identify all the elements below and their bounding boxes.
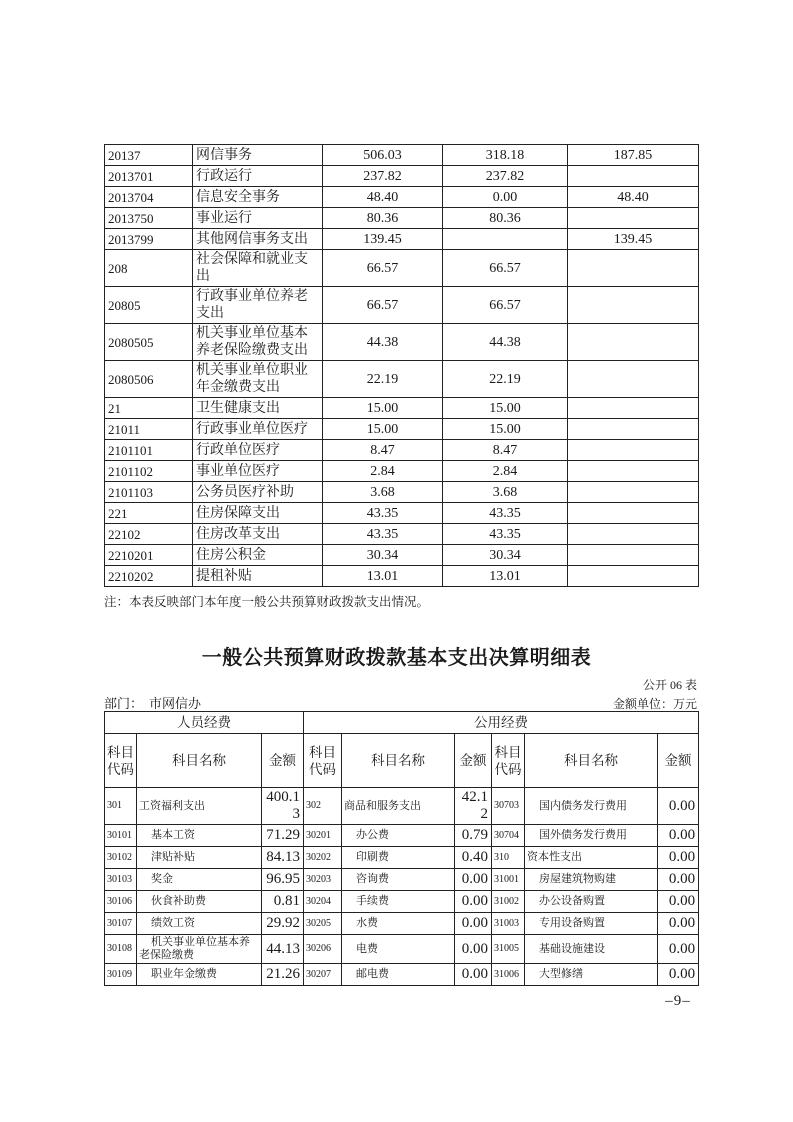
subject-name-cell: 行政事业单位养老支出 [193, 287, 323, 324]
public-code-cell-2: 30703 [492, 788, 525, 825]
table-row [105, 229, 699, 250]
amount-cell-3 [568, 250, 699, 287]
subject-name-cell: 住房保障支出 [193, 503, 323, 524]
public-code-cell: 30204 [304, 891, 342, 913]
amount-cell-3: 139.45 [568, 229, 699, 250]
public-code-cell: 302 [304, 788, 342, 825]
amount-cell-1: 8.47 [323, 440, 443, 461]
public-name-cell: 邮电费 [342, 964, 455, 986]
table-row [105, 145, 699, 166]
amount-cell-2: 80.36 [443, 208, 568, 229]
subject-name-cell: 卫生健康支出 [193, 398, 323, 419]
page-number: –9– [665, 993, 691, 1009]
public-code-cell-2: 31005 [492, 935, 525, 964]
personnel-name-cell: 基本工资 [137, 825, 262, 847]
personnel-code-cell: 30107 [105, 913, 137, 935]
personnel-amount-cell: 400.13 [262, 788, 304, 825]
public-name-cell: 商品和服务支出 [342, 788, 455, 825]
amount-cell-1: 3.68 [323, 482, 443, 503]
amount-cell-3 [568, 324, 699, 361]
detail-table-row [105, 825, 699, 847]
public-code-cell: 30201 [304, 825, 342, 847]
basic-expenditure-detail-table [104, 711, 699, 986]
amount-cell-1: 43.35 [323, 503, 443, 524]
personnel-code-cell: 301 [105, 788, 137, 825]
personnel-amount-cell: 96.95 [262, 869, 304, 891]
public-name-cell: 手续费 [342, 891, 455, 913]
subject-name-cell: 公务员医疗补助 [193, 482, 323, 503]
amount-cell-3 [568, 287, 699, 324]
amount-cell-2: 66.57 [443, 250, 568, 287]
amount-cell-3 [568, 524, 699, 545]
subject-code-cell: 2101101 [105, 440, 193, 461]
amount-cell-3 [568, 503, 699, 524]
public-name-cell-2: 大型修缮 [525, 964, 658, 986]
subject-code-header: 科目代码 [492, 734, 525, 788]
amount-cell-2: 43.35 [443, 503, 568, 524]
subject-name-cell: 信息安全事务 [193, 187, 323, 208]
table-code-label: 公开 06 表 [642, 678, 697, 692]
table-row [105, 187, 699, 208]
amount-cell-1: 80.36 [323, 208, 443, 229]
public-code-cell: 30205 [304, 913, 342, 935]
public-code-cell: 30202 [304, 847, 342, 869]
subject-code-cell: 2101103 [105, 482, 193, 503]
amount-cell-2: 15.00 [443, 419, 568, 440]
public-amount-cell-2: 0.00 [658, 847, 699, 869]
table-row [105, 440, 699, 461]
table-row [105, 524, 699, 545]
subject-name-header: 科目名称 [137, 734, 262, 788]
table-row [105, 361, 699, 398]
public-code-cell: 30207 [304, 964, 342, 986]
table-row [105, 419, 699, 440]
public-amount-cell: 0.00 [455, 964, 492, 986]
amount-cell-1: 66.57 [323, 250, 443, 287]
table-row [105, 503, 699, 524]
amount-unit-label: 金额单位：万元 [612, 697, 697, 711]
table-row [105, 482, 699, 503]
subject-name-cell: 住房改革支出 [193, 524, 323, 545]
group-header-row [105, 712, 699, 734]
personnel-amount-cell: 44.13 [262, 935, 304, 964]
detail-table-row [105, 913, 699, 935]
public-code-cell-2: 30704 [492, 825, 525, 847]
amount-cell-3 [568, 419, 699, 440]
table-row [105, 566, 699, 587]
public-name-cell-2: 国外债务发行费用 [525, 825, 658, 847]
personnel-amount-cell: 21.26 [262, 964, 304, 986]
amount-cell-3: 187.85 [568, 145, 699, 166]
detail-table-row [105, 788, 699, 825]
department-field [104, 693, 201, 712]
page-title: 一般公共预算财政拨款基本支出决算明细表 [201, 647, 592, 669]
table-row [105, 461, 699, 482]
public-code-cell-2: 31002 [492, 891, 525, 913]
public-amount-cell: 0.40 [455, 847, 492, 869]
public-name-cell: 水费 [342, 913, 455, 935]
amount-cell-3 [568, 166, 699, 187]
amount-cell-2 [443, 229, 568, 250]
amount-cell-3 [568, 482, 699, 503]
detail-table-row [105, 891, 699, 913]
amount-cell-3 [568, 461, 699, 482]
public-amount-cell: 0.00 [455, 935, 492, 964]
subject-name-cell: 网信事务 [193, 145, 323, 166]
personnel-name-cell: 津贴补贴 [137, 847, 262, 869]
amount-cell-1: 13.01 [323, 566, 443, 587]
table-row [105, 287, 699, 324]
public-name-cell-2: 房屋建筑物购建 [525, 869, 658, 891]
public-amount-cell-2: 0.00 [658, 964, 699, 986]
amount-cell-2: 0.00 [443, 187, 568, 208]
detail-table-row [105, 869, 699, 891]
subject-name-cell: 机关事业单位基本养老保险缴费支出 [193, 324, 323, 361]
amount-cell-3 [568, 566, 699, 587]
amount-cell-3: 48.40 [568, 187, 699, 208]
public-code-cell: 30203 [304, 869, 342, 891]
amount-cell-1: 15.00 [323, 419, 443, 440]
subject-code-cell: 2013799 [105, 229, 193, 250]
personnel-code-cell: 30109 [105, 964, 137, 986]
amount-cell-2: 30.34 [443, 545, 568, 566]
public-code-cell-2: 31003 [492, 913, 525, 935]
table-row [105, 545, 699, 566]
public-amount-cell-2: 0.00 [658, 788, 699, 825]
subject-name-cell: 事业单位医疗 [193, 461, 323, 482]
table-meta-row [104, 693, 697, 712]
amount-cell-2: 22.19 [443, 361, 568, 398]
subject-code-cell: 2013704 [105, 187, 193, 208]
table-row [105, 324, 699, 361]
personnel-name-cell: 绩效工资 [137, 913, 262, 935]
personnel-name-cell: 职业年金缴费 [137, 964, 262, 986]
subject-name-cell: 行政运行 [193, 166, 323, 187]
detail-table-row [105, 847, 699, 869]
subject-name-cell: 社会保障和就业支出 [193, 250, 323, 287]
public-amount-cell: 0.00 [455, 913, 492, 935]
amount-cell-1: 66.57 [323, 287, 443, 324]
subject-name-cell: 事业运行 [193, 208, 323, 229]
amount-cell-2: 44.38 [443, 324, 568, 361]
amount-cell-3 [568, 361, 699, 398]
public-funds-header: 公用经费 [304, 712, 699, 734]
personnel-code-cell: 30103 [105, 869, 137, 891]
amount-cell-2: 2.84 [443, 461, 568, 482]
personnel-code-cell: 30101 [105, 825, 137, 847]
subject-name-header: 科目名称 [525, 734, 658, 788]
public-name-cell-2: 资本性支出 [525, 847, 658, 869]
public-amount-cell-2: 0.00 [658, 935, 699, 964]
amount-header: 金额 [658, 734, 699, 788]
subject-code-cell: 20137 [105, 145, 193, 166]
subject-code-cell: 2080505 [105, 324, 193, 361]
column-header-row [105, 734, 699, 788]
public-name-cell-2: 办公设备购置 [525, 891, 658, 913]
public-name-cell: 电费 [342, 935, 455, 964]
subject-code-cell: 21 [105, 398, 193, 419]
public-code-cell-2: 31001 [492, 869, 525, 891]
subject-name-cell: 机关事业单位职业年金缴费支出 [193, 361, 323, 398]
table-row [105, 208, 699, 229]
table-row [105, 166, 699, 187]
budget-expenditure-table [104, 144, 699, 587]
public-amount-cell: 0.00 [455, 891, 492, 913]
public-name-cell-2: 基础设施建设 [525, 935, 658, 964]
amount-cell-1: 15.00 [323, 398, 443, 419]
personnel-code-cell: 30106 [105, 891, 137, 913]
amount-cell-3 [568, 398, 699, 419]
subject-code-cell: 208 [105, 250, 193, 287]
amount-cell-3 [568, 208, 699, 229]
public-code-cell-2: 310 [492, 847, 525, 869]
public-amount-cell: 0.79 [455, 825, 492, 847]
amount-cell-2: 15.00 [443, 398, 568, 419]
personnel-code-cell: 30108 [105, 935, 137, 964]
public-amount-cell-2: 0.00 [658, 869, 699, 891]
detail-table-row [105, 964, 699, 986]
amount-cell-2: 318.18 [443, 145, 568, 166]
subject-code-cell: 2013750 [105, 208, 193, 229]
personnel-code-cell: 30102 [105, 847, 137, 869]
amount-cell-1: 237.82 [323, 166, 443, 187]
amount-cell-1: 139.45 [323, 229, 443, 250]
amount-cell-2: 3.68 [443, 482, 568, 503]
public-name-cell-2: 专用设备购置 [525, 913, 658, 935]
department-value: 市网信办 [149, 696, 202, 711]
amount-cell-1: 506.03 [323, 145, 443, 166]
public-name-cell: 咨询费 [342, 869, 455, 891]
department-label: 部门： [104, 696, 144, 711]
amount-cell-2: 8.47 [443, 440, 568, 461]
personnel-name-cell: 机关事业单位基本养老保险缴费 [137, 935, 262, 964]
amount-cell-1: 30.34 [323, 545, 443, 566]
public-code-cell: 30206 [304, 935, 342, 964]
subject-name-cell: 行政事业单位医疗 [193, 419, 323, 440]
subject-code-cell: 2101102 [105, 461, 193, 482]
personnel-funds-header: 人员经费 [105, 712, 304, 734]
table-row [105, 398, 699, 419]
public-name-cell: 印刷费 [342, 847, 455, 869]
public-amount-cell: 42.12 [455, 788, 492, 825]
subject-name-cell: 行政单位医疗 [193, 440, 323, 461]
detail-table-row [105, 935, 699, 964]
amount-cell-1: 44.38 [323, 324, 443, 361]
subject-name-cell: 其他网信事务支出 [193, 229, 323, 250]
subject-name-cell: 住房公积金 [193, 545, 323, 566]
subject-code-cell: 2013701 [105, 166, 193, 187]
personnel-amount-cell: 84.13 [262, 847, 304, 869]
amount-cell-2: 13.01 [443, 566, 568, 587]
public-name-cell-2: 国内债务发行费用 [525, 788, 658, 825]
subject-code-cell: 20805 [105, 287, 193, 324]
subject-code-cell: 21011 [105, 419, 193, 440]
table-row [105, 250, 699, 287]
subject-code-cell: 2210201 [105, 545, 193, 566]
subject-code-cell: 2080506 [105, 361, 193, 398]
public-amount-cell-2: 0.00 [658, 913, 699, 935]
subject-code-cell: 22102 [105, 524, 193, 545]
amount-cell-2: 43.35 [443, 524, 568, 545]
table-note: 注：本表反映部门本年度一般公共预算财政拨款支出情况。 [104, 595, 430, 609]
amount-cell-1: 48.40 [323, 187, 443, 208]
public-code-cell-2: 31006 [492, 964, 525, 986]
subject-code-header: 科目代码 [105, 734, 137, 788]
amount-header: 金额 [262, 734, 304, 788]
personnel-amount-cell: 0.81 [262, 891, 304, 913]
subject-code-header: 科目代码 [304, 734, 342, 788]
personnel-name-cell: 工资福利支出 [137, 788, 262, 825]
public-name-cell: 办公费 [342, 825, 455, 847]
amount-cell-1: 43.35 [323, 524, 443, 545]
amount-cell-2: 237.82 [443, 166, 568, 187]
amount-cell-3 [568, 545, 699, 566]
public-amount-cell-2: 0.00 [658, 825, 699, 847]
subject-name-header: 科目名称 [342, 734, 455, 788]
public-amount-cell-2: 0.00 [658, 891, 699, 913]
personnel-amount-cell: 29.92 [262, 913, 304, 935]
amount-cell-1: 22.19 [323, 361, 443, 398]
personnel-amount-cell: 71.29 [262, 825, 304, 847]
subject-name-cell: 提租补贴 [193, 566, 323, 587]
amount-cell-1: 2.84 [323, 461, 443, 482]
subject-code-cell: 221 [105, 503, 193, 524]
personnel-name-cell: 伙食补助费 [137, 891, 262, 913]
subject-code-cell: 2210202 [105, 566, 193, 587]
personnel-name-cell: 奖金 [137, 869, 262, 891]
public-amount-cell: 0.00 [455, 869, 492, 891]
amount-header: 金额 [455, 734, 492, 788]
amount-cell-2: 66.57 [443, 287, 568, 324]
amount-cell-3 [568, 440, 699, 461]
